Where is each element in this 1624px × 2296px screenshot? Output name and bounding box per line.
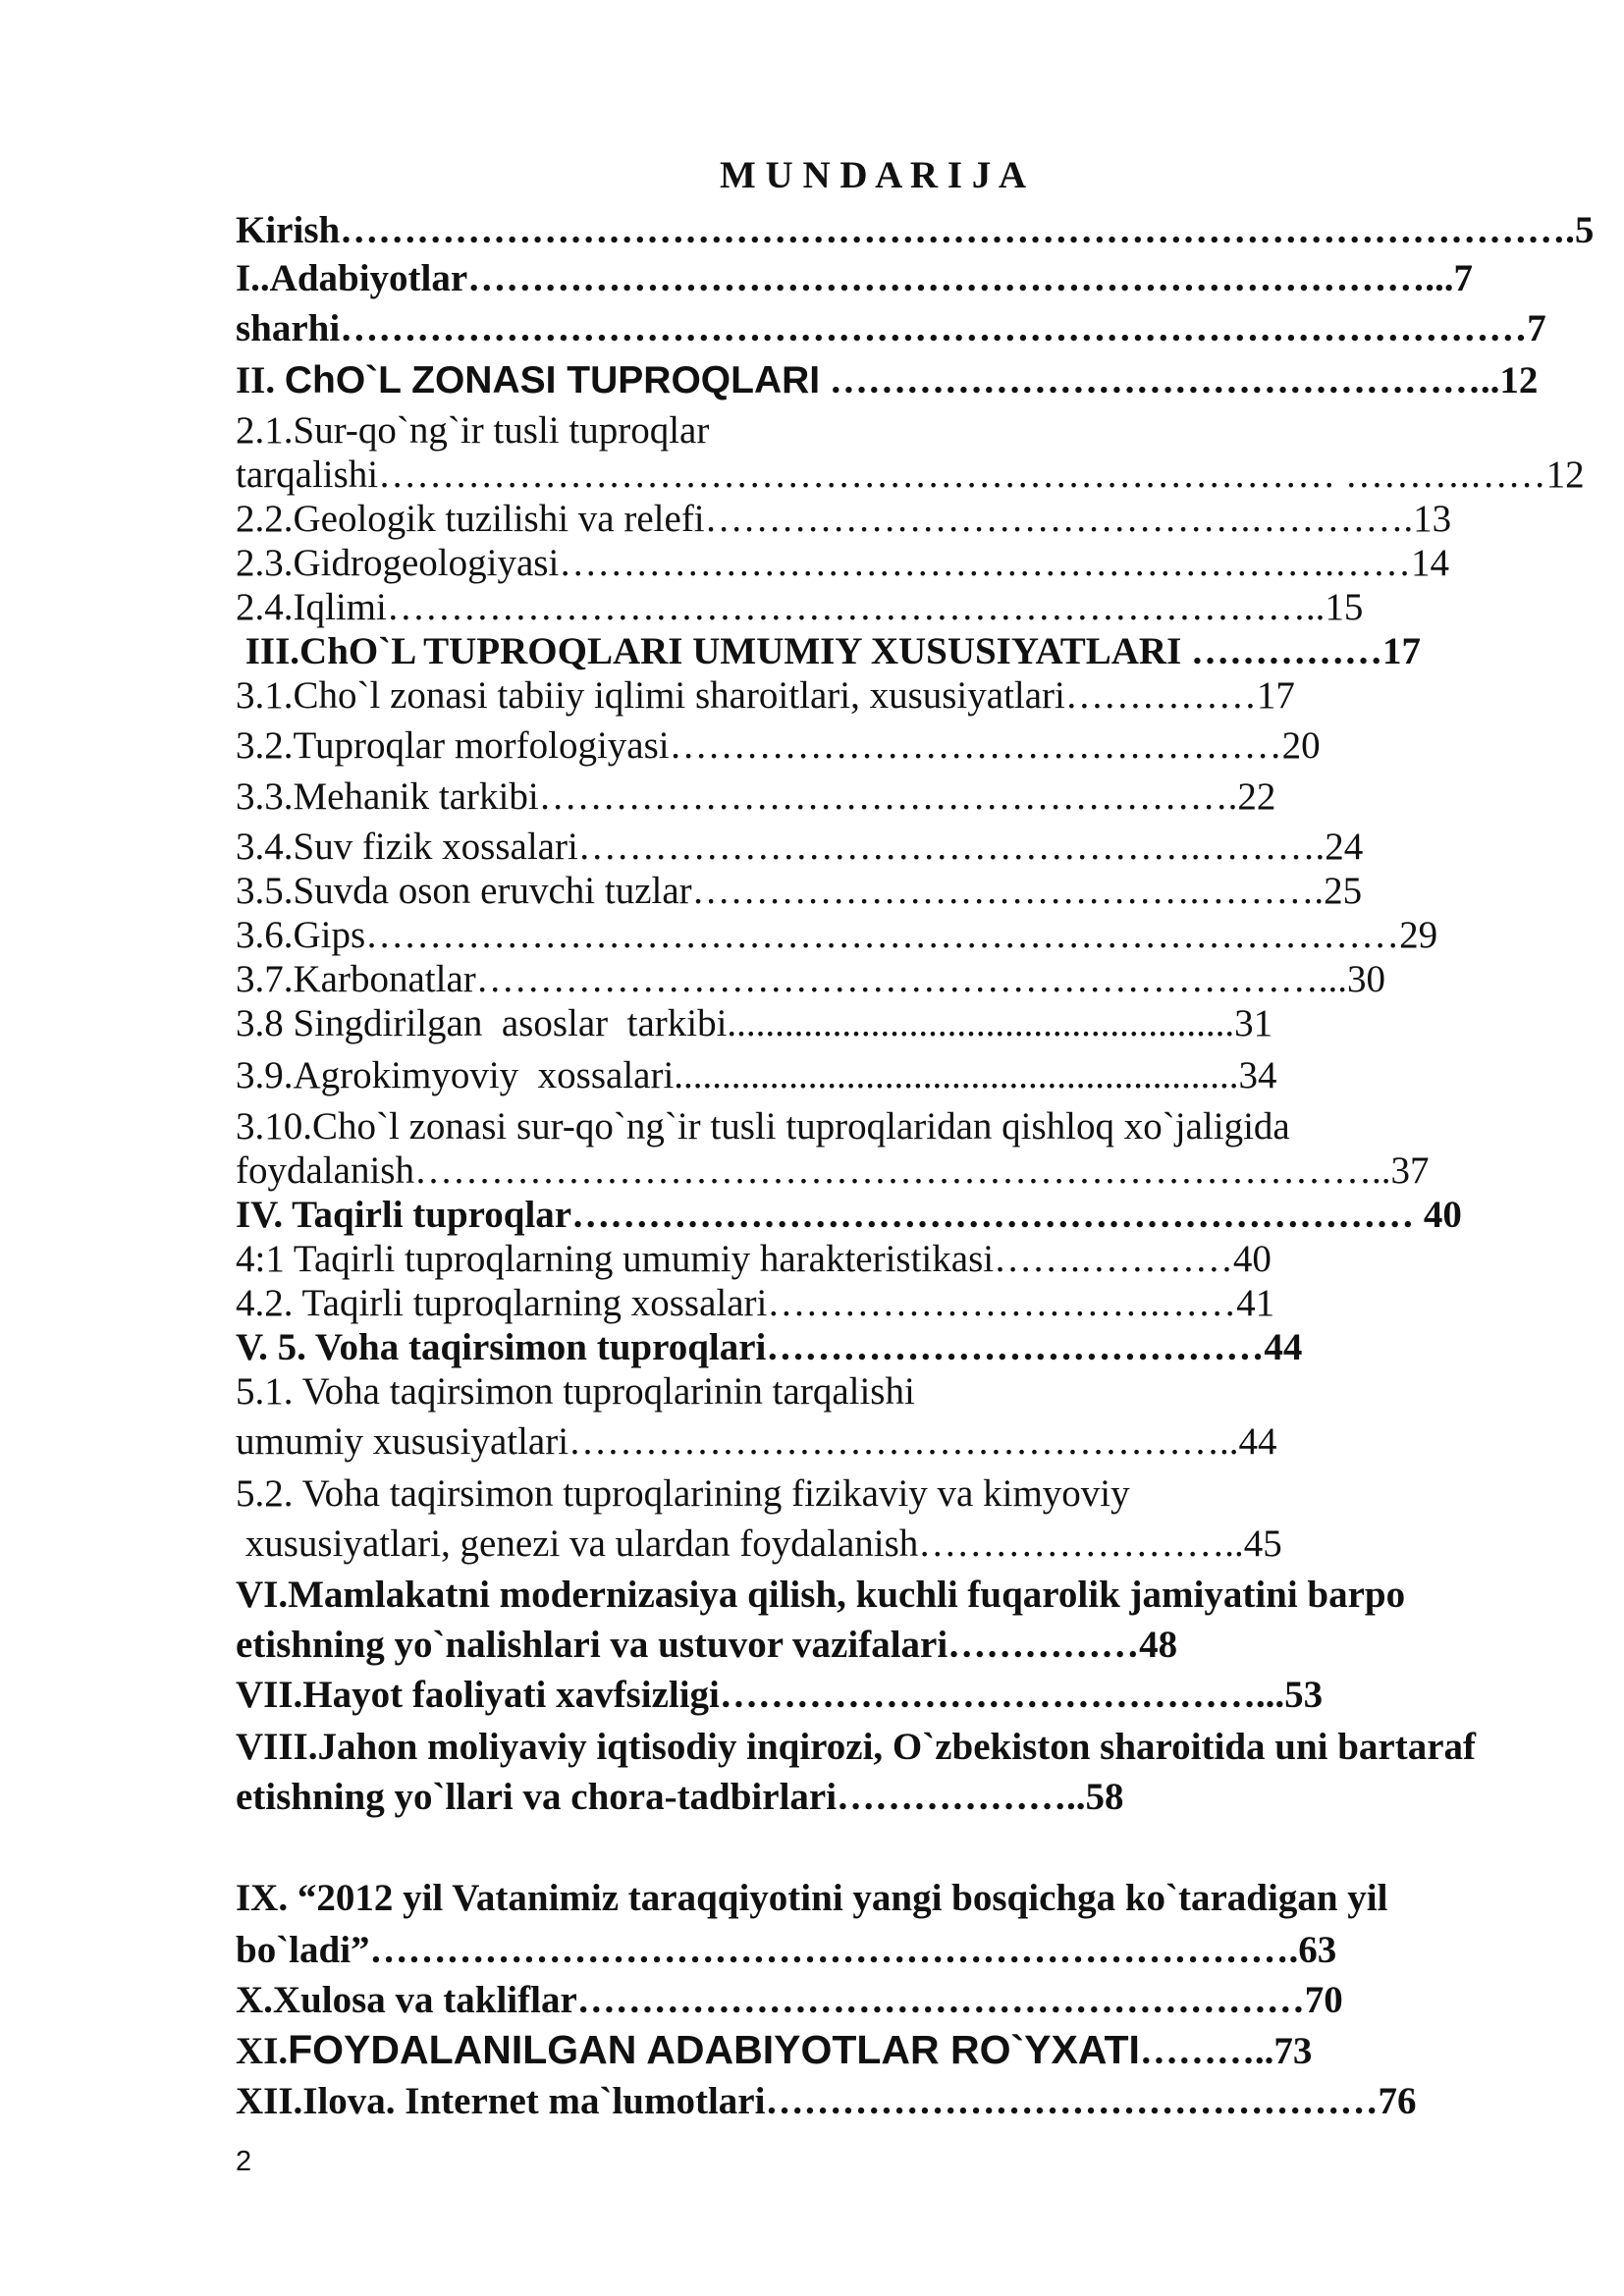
toc-entry-4-2: 4.2. Taqirli tuproqlarning xossalari………………………….……41 [236,1282,1275,1324]
toc-entry-section-8: VIII.Jahon moliyaviy iqtisodiy inqirozi, O`zbekiston sharoitida uni bartaraf [236,1726,1477,1768]
toc-entry-3-5: 3.5.Suvda oson eruvchi tuzlar………………………………….……….25 [236,870,1363,912]
toc-entry-3-1: 3.1.Cho`l zonasi tabiiy iqlimi sharoitlari, xususiyatlari……………17 [236,674,1295,717]
toc-entry-3-6: 3.6.Gips………………………………………………………………………29 [236,914,1438,956]
toc-entry-3-10-cont: foydalanish…………………………………………………………………..37 [236,1149,1430,1192]
toc-entry-section-5: V. 5. Voha taqirsimon tuproqlari…………………………………44 [236,1326,1303,1368]
toc-entry-section-2 [236,358,1538,402]
toc-entry-3-8: 3.8 Singdirilgan asoslar tarkibi.....................................................31 [236,1002,1273,1044]
toc-entry-section-6-cont: etishning yo`nalishlari va ustuvor vazifalari……………48 [236,1624,1178,1666]
toc-entry-section-7: VII.Hayot faoliyati xavfsizligi……………………………………...53 [236,1674,1324,1716]
toc-entry-2-3: 2.3.Gidrogeologiyasi…………………………………………………….……14 [236,542,1450,584]
toc-entry-section-4: IV. Taqirli tuproqlar………………………………………………………… 40 [236,1194,1462,1236]
toc-entry-section-1: I..Adabiyotlar…………………………………………………………………...7 [236,257,1473,299]
toc-entry-prefix: XI. [236,2030,289,2072]
toc-entry-leader: ………..73 [1139,2030,1313,2072]
toc-entry-3-4: 3.4.Suv fizik xossalari………………………………………….……….24 [236,826,1364,868]
toc-entry-section-1-cont: sharhi…………………………………………………………………………………7 [236,307,1546,349]
toc-entry-section-9-cont: bo`ladi”……………………………………………………………….63 [236,1929,1337,1971]
toc-entry-2-2: 2.2.Geologik tuzilishi va relefi…………………………………….………….13 [236,498,1452,540]
toc-entry-5-1-cont: umumiy xususiyatlari……………………………………………..44 [236,1420,1277,1463]
toc-entry-3-3: 3.3.Mehanik tarkibi……………………………………………….22 [236,775,1276,818]
toc-entry-leader: ……………………………………………..12 [820,359,1539,401]
toc-entry-5-2-cont: xususiyatlari, genezi va ulardan foydalanish……………………..45 [236,1522,1282,1565]
toc-entry-3-9: 3.9.Agrokimyoviy xossalari...........................................................34 [236,1054,1277,1096]
toc-entry-section-10: X.Xulosa va takliflar…………………………………………………70 [236,1979,1343,2021]
toc-entry-section-3: III.ChO`L TUPROQLARI UMUMIY XUSUSIYATLARI ……………17 [236,630,1422,672]
toc-entry-3-7: 3.7.Karbonatlar…………………………………………………………...30 [236,958,1385,1000]
toc-entry-prefix: II. [236,359,285,401]
toc-entry-introduction: Kirish…………………………………………………………………………………….5 [236,209,1595,251]
page-number: 2 [236,2146,252,2177]
toc-entry-4-1: 4:1 Taqirli tuproqlarning umumiy harakteristikasi…….…………40 [236,1238,1272,1280]
toc-entry-2-1-cont: tarqalishi………………………………………………………………… ……….……12 [236,454,1585,496]
toc-entry-section-9: IX. “2012 yil Vatanimiz taraqqiyotini yangi bosqichga ko`taradigan yil [236,1877,1388,1919]
toc-entry-5-1: 5.1. Voha taqirsimon tuproqlarinin tarqalishi [236,1370,915,1413]
toc-entry-section-8-cont: etishning yo`llari va chora-tadbirlari………………..58 [236,1776,1124,1818]
toc-entry-section-11 [236,2028,1312,2073]
toc-entry-3-2: 3.2.Tuproqlar morfologiyasi…………………………………………20 [236,724,1321,767]
toc-entry-heading: ChO`L ZONASI TUPROQLARI [284,359,821,401]
toc-entry-heading: FOYDALANILGAN ADABIYOTLAR RO`YXATI [288,2027,1140,2072]
toc-entry-section-12: XII.Ilova. Internet ma`lumotlari…………………………………………76 [236,2080,1417,2122]
toc-entry-2-4: 2.4.Iqlimi………………………………………………………………..15 [236,586,1364,628]
toc-entry-3-10: 3.10.Cho`l zonasi sur-qo`ng`ir tusli tuproqlaridan qishloq xo`jaligida [236,1105,1290,1148]
toc-entry-5-2: 5.2. Voha taqirsimon tuproqlarining fizikaviy va kimyoviy [236,1472,1130,1515]
toc-title: M U N D A R I J A [720,154,1027,196]
toc-entry-2-1: 2.1.Sur-qo`ng`ir tusli tuproqlar [236,409,710,452]
toc-entry-section-6: VI.Mamlakatni modernizasiya qilish, kuchli fuqarolik jamiyatini barpo [236,1574,1406,1616]
